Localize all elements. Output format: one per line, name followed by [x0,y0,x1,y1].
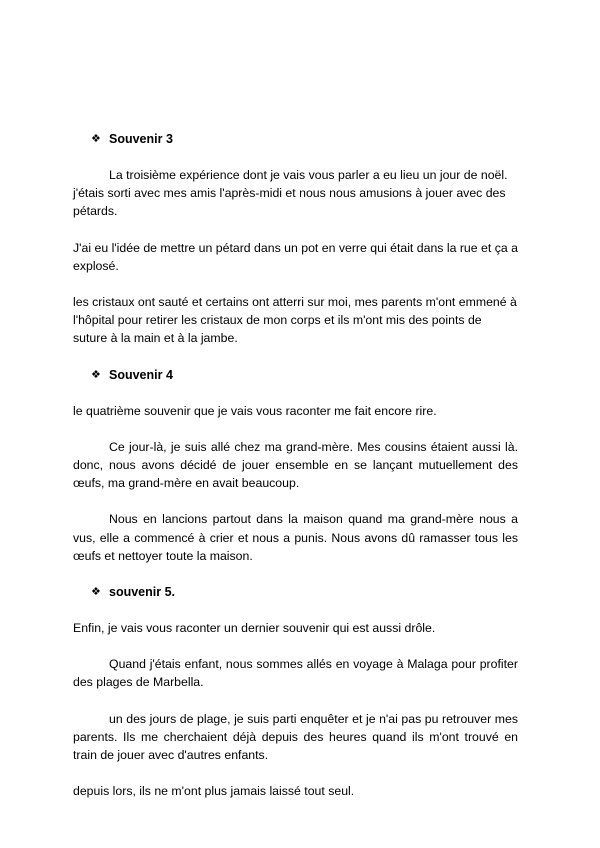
heading-text: Souvenir 3 [109,132,173,146]
heading-text: Souvenir 4 [109,367,173,382]
paragraph: les cristaux ont sauté et certains ont atterri sur moi, mes parents m'ont emmené à l'hôpital pour retirer les cristaux de mon corps et ils m'ont mis des points de suture à la main et à la jambe. [73,295,517,346]
paragraph: Quand j'étais enfant, nous sommes allés en voyage à Malaga pour profiter des plages de Marbella. [73,657,518,690]
section-heading-souvenir-4 [73,366,518,384]
section-heading-souvenir-5 [73,583,518,601]
paragraph: Ce jour-là, je suis allé chez ma grand-mère. Mes cousins étaient aussi là. donc, nous avons décidé de jouer ensemble en se lançant mutuellement des œufs, ma grand-mère en avait beaucoup. [73,439,518,491]
diamond-bullet-icon: ❖ [91,368,101,381]
paragraph: un des jours de plage, je suis parti enquêter et je n'ai pas pu retrouver mes parents. Ils me cherchaient déjà depuis des heures quand ils m'ont trouvé en train de jouer avec d'autres enfants. [73,711,518,763]
paragraph: La troisième expérience dont je vais vous parler a eu lieu un jour de noël. j'étais sorti avec mes amis l'après-midi et nous nous amusions à jouer avec des pétards. [73,168,508,219]
paragraph: le quatrième souvenir que je vais vous raconter me fait encore rire. [73,403,437,418]
diamond-bullet-icon: ❖ [91,133,101,145]
paragraph: depuis lors, ils ne m'ont plus jamais laissé tout seul. [73,784,355,799]
diamond-bullet-icon: ❖ [91,586,101,599]
section-heading-souvenir-3 [73,130,518,148]
heading-text: souvenir 5. [109,585,175,600]
paragraph: Enfin, je vais vous raconter un dernier souvenir qui est aussi drôle. [73,621,436,636]
paragraph: J'ai eu l'idée de mettre un pétard dans un pot en verre qui était dans la rue et ça a explosé. [73,240,518,273]
paragraph: Nous en lancions partout dans la maison quand ma grand-mère nous a vus, elle a commencé à crier et nous a punis. Nous avons dû ramasser tous les œufs et nettoyer toute la maison. [73,512,518,563]
document-body [73,130,518,818]
